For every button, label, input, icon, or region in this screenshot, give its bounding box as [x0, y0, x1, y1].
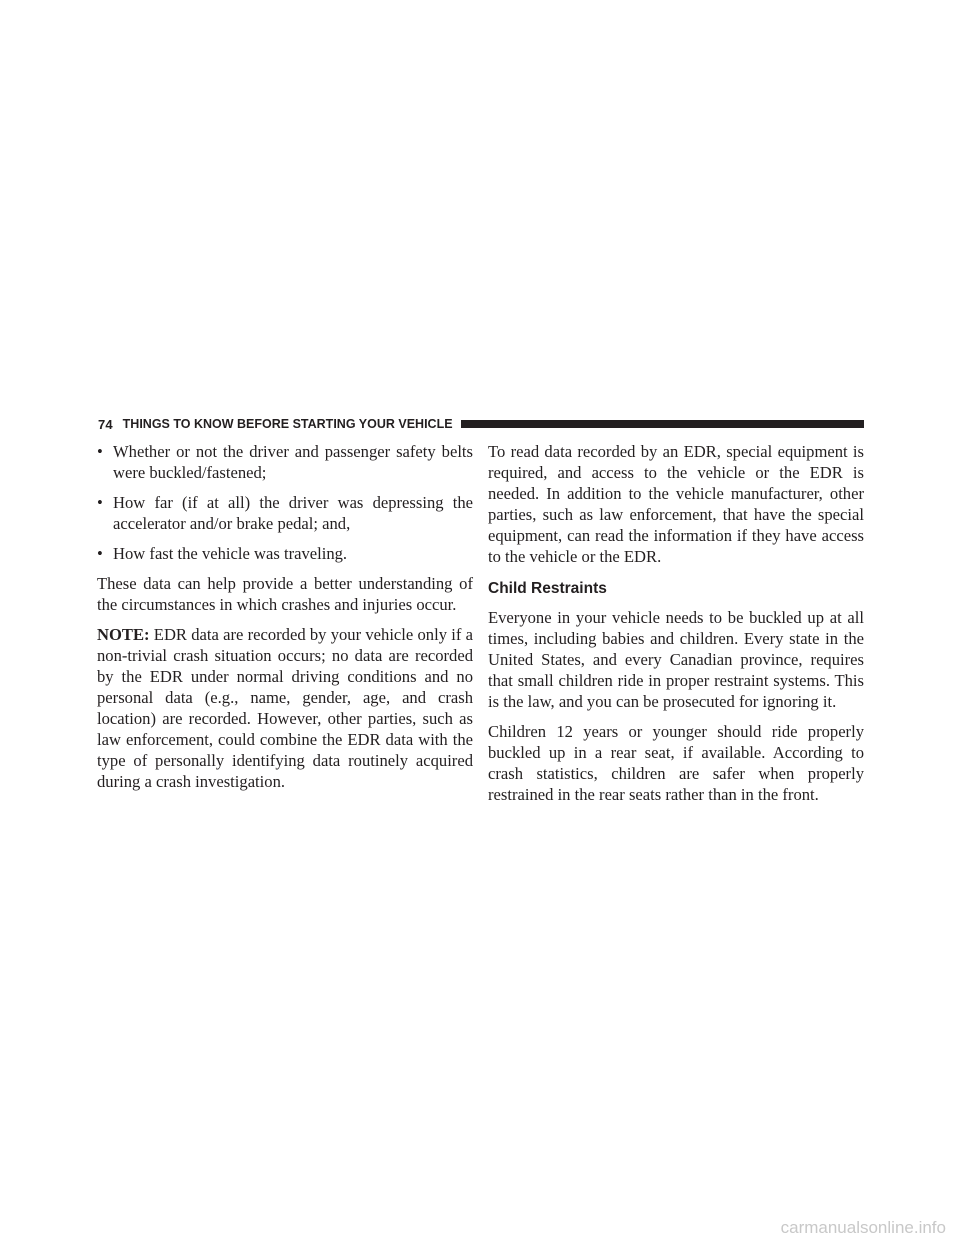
left-column: [97, 441, 473, 801]
paragraph: These data can help provide a better understanding of the circumstances in which crashes and injuries occur.: [97, 574, 473, 614]
list-item: [97, 441, 473, 483]
page-header: [98, 417, 864, 431]
page-number: 74: [98, 416, 113, 432]
bullet-icon: •: [97, 442, 103, 461]
list-item-text: How far (if at all) the driver was depressing the accelerator and/or brake pedal; and,: [113, 493, 473, 533]
list-item: [97, 492, 473, 534]
list-item: [97, 543, 473, 564]
header-rule: [461, 420, 864, 428]
right-column: [488, 441, 864, 814]
paragraph: Everyone in your vehicle needs to be buckled up at all times, including babies and children. Every state in the United States, and every Canadian province, requires that small children ride in proper restraint systems. This is the law, and you can be prosecuted for ignoring it.: [488, 608, 864, 711]
note-label: NOTE:: [97, 625, 150, 644]
list-item-text: Whether or not the driver and passenger safety belts were buckled/fastened;: [113, 442, 473, 482]
section-title: THINGS TO KNOW BEFORE STARTING YOUR VEHICLE: [122, 417, 453, 431]
list-item-text: How fast the vehicle was traveling.: [113, 544, 348, 563]
note-paragraph: [97, 624, 473, 792]
bullet-icon: •: [97, 544, 103, 563]
section-heading: Child Restraints: [488, 580, 607, 597]
bullet-icon: •: [97, 493, 103, 512]
paragraph: Children 12 years or younger should ride properly buckled up in a rear seat, if available. According to crash statistics, children are safer when properly restrained in the rear seats rather than in the front.: [488, 722, 864, 804]
note-text: EDR data are recorded by your vehicle only if a non-trivial crash situation occurs; no data are recorded by the EDR under normal driving conditions and no personal data (e.g., name, gender, age, and crash location) are recorded. However, other parties, such as law enforcement, could combine the EDR data with the type of personally identifying data routinely acquired during a crash investigation.: [97, 625, 473, 791]
paragraph: To read data recorded by an EDR, special equipment is required, and access to the vehicle or the EDR is needed. In addition to the vehicle manufacturer, other parties, such as law enforcement, that have the special equipment, can read the information if they have access to the vehicle or the EDR.: [488, 442, 864, 566]
watermark: carmanualsonline.info: [780, 1218, 946, 1237]
